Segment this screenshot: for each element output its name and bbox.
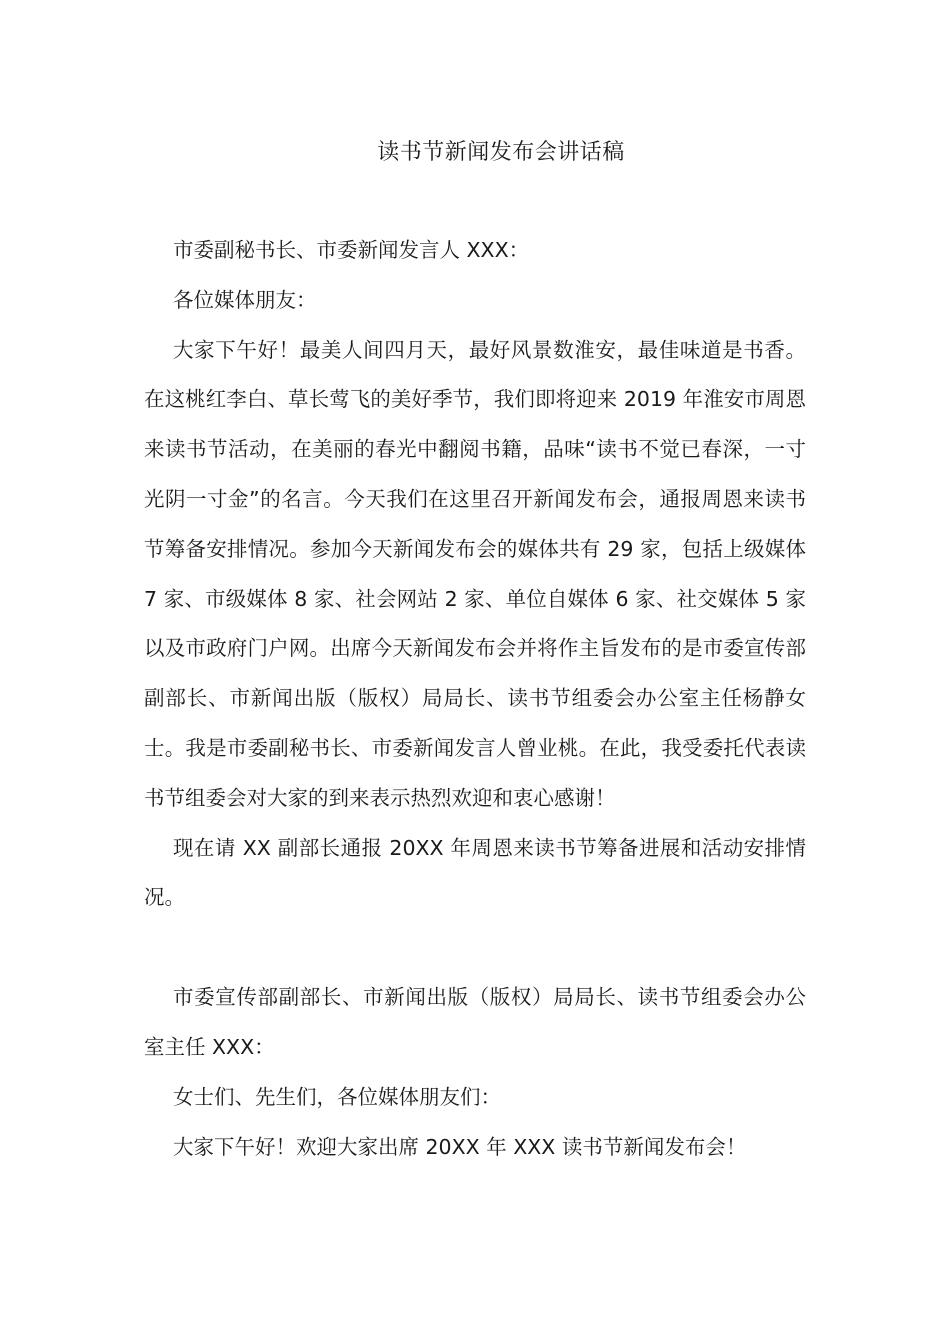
opening-remarks-paragraph: 大家下午好！最美人间四月天，最好风景数淮安，最佳味道是书香。在这桃红李白、草长莺飞的美好季节，我们即将迎来 2019 年淮安市周恩来读书节活动，在美丽的春光中翻阅书籍，品味“读书不觉已春深，一寸光阴一寸金”的名言。今天我们在这里召开新闻发布会，通报周恩来读书节筹备安排情况。参加今天新闻发布会的媒体共有 29 家，包括上级媒体 7 家、市级媒体 8 家、社会网站 2 家、单位自媒体 6 家、社交媒体 5 家以及市政府门户网。出席今天新闻发布会并将作主旨发布的是市委宣传部副部长、市新闻出版（版权）局局长、读书节组委会办公室主任杨静女士。我是市委副秘书长、市委新闻发言人曾业桃。在此，我受委托代表读书节组委会对大家的到来表示热烈欢迎和衷心感谢！ [144,337,806,810]
second-speaker-paragraph: 市委宣传部副部长、市新闻出版（版权）局局长、读书节组委会办公室主任 XXX： [144,985,806,1059]
speaker-intro-paragraph: 市委副秘书长、市委新闻发言人 XXX： [173,238,530,262]
section-spacer [144,923,806,973]
document-title: 读书节新闻发布会讲话稿 [377,140,625,165]
greeting-paragraph: 各位媒体朋友： [173,287,317,312]
transition-paragraph: 现在请 XX 副部长通报 20XX 年周恩来读书节筹备进展和活动安排情况。 [144,835,806,910]
document-body [144,226,806,1172]
second-greeting-paragraph: 女士们、先生们，各位媒体朋友们： [173,1084,501,1109]
welcome-paragraph: 大家下午好！欢迎大家出席 20XX 年 XXX 读书节新闻发布会！ [173,1134,747,1159]
